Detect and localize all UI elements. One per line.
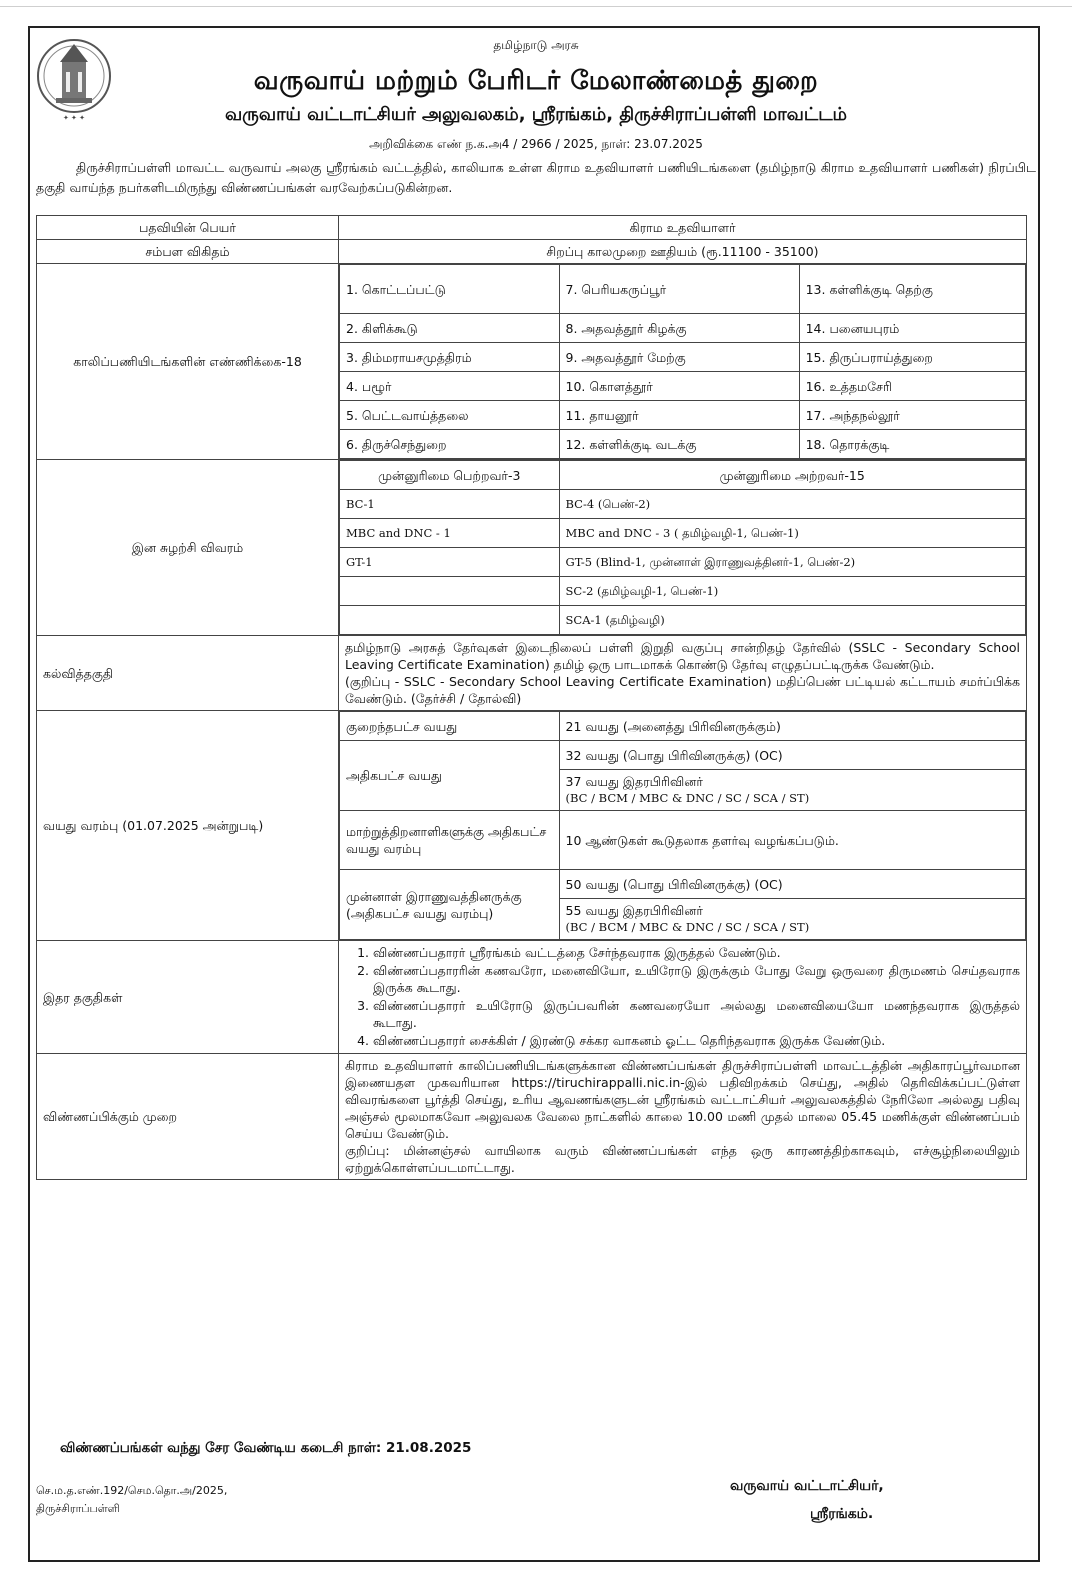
priority-cell: BC-1 — [340, 490, 560, 519]
village-item: 18. தொரக்குடி — [799, 430, 1025, 459]
signature-title: வருவாய் வட்டாட்சியர், — [730, 1478, 884, 1494]
svg-text:✦ ✦ ✦: ✦ ✦ ✦ — [62, 114, 86, 122]
other-qualifications-label: இதர தகுதிகள் — [37, 941, 339, 1054]
pay-label: சம்பள விகிதம் — [37, 240, 339, 264]
ex-servicemen-age-others — [559, 899, 1025, 940]
table-row — [37, 636, 1027, 711]
priority-cell: MBC and DNC - 1 — [340, 519, 560, 548]
top-rule — [0, 6, 1072, 7]
department-title: வருவாய் மற்றும் பேரிடர் மேலாண்மைத் துறை — [253, 66, 819, 96]
table-row — [340, 870, 1026, 899]
list-item: 4. விண்ணப்பதாரர் சைக்கிள் / இரண்டு சக்கர வாகனம் ஓட்ட தெரிந்தவராக இருக்க வேண்டும். — [373, 1032, 1020, 1049]
table-row — [340, 461, 1026, 490]
table-row — [340, 577, 1026, 606]
village-item: 3. திம்மராயசமுத்திரம் — [340, 343, 560, 372]
village-item: 13. கள்ளிக்குடி தெற்கு — [799, 265, 1025, 314]
village-item: 4. பழூர் — [340, 372, 560, 401]
priority-cell — [340, 606, 560, 635]
table-row — [37, 711, 1027, 941]
table-row — [340, 712, 1026, 741]
govt-name: தமிழ்நாடு அரசு — [493, 38, 579, 52]
signature-place: ஸ்ரீரங்கம். — [810, 1506, 874, 1522]
table-row — [340, 548, 1026, 577]
list-item: 2. விண்ணப்பதாரரின் கணவரோ, மனைவியோ, உயிரோடு இருக்கும் போது வேறு ஒருவரை திருமணம் செய்தவராக இருக்க கூடாது. — [373, 962, 1020, 996]
age-cell — [339, 711, 1027, 941]
apply-method-cell — [339, 1054, 1027, 1180]
priority-cell: GT-1 — [340, 548, 560, 577]
table-row — [340, 430, 1026, 459]
village-item: 10. கொளத்தூர் — [559, 372, 799, 401]
table-row — [37, 1054, 1027, 1180]
village-item: 9. அதவத்தூர் மேற்கு — [559, 343, 799, 372]
pay-value: சிறப்பு காலமுறை ஊதியம் (ரூ.11100 - 35100) — [339, 240, 1027, 264]
table-row — [340, 741, 1026, 770]
age-label: வயது வரம்பு (01.07.2025 அன்றுபடி) — [37, 711, 339, 941]
max-age-label: அதிகபட்ச வயது — [340, 741, 560, 811]
table-row — [340, 401, 1026, 430]
ex-servicemen-age-label: முன்னாள் இராணுவத்தினருக்கு (அதிகபட்ச வயது வரம்பு) — [340, 870, 560, 940]
priority-cell — [340, 577, 560, 606]
table-row — [340, 343, 1026, 372]
intro-paragraph: திருச்சிராப்பள்ளி மாவட்ட வருவாய் அலகு ஸ்ரீரங்கம் வட்டத்தில், காலியாக உள்ள கிராம உதவியாளர் பணியிடங்களை (தமிழ்நாடு கிராம உதவியாளர் பணிகள்) நிரப்பிட தகுதி வாய்ந்த நபர்களிடமிருந்து விண்ணப்பங்கள் வரவேற்கப்படுகின்றன. — [36, 160, 1036, 195]
village-item: 2. கிளிக்கூடு — [340, 314, 560, 343]
max-age-oc: 32 வயது (பொது பிரிவினருக்கு) (OC) — [559, 741, 1025, 770]
non-priority-cell: BC-4 (பெண்-2) — [559, 490, 1025, 519]
apply-method-label: விண்ணப்பிக்கும் முறை — [37, 1054, 339, 1180]
table-row — [340, 606, 1026, 635]
post-label: பதவியின் பெயர் — [37, 216, 339, 240]
office-title: வருவாய் வட்டாட்சியர் அலுவலகம், ஸ்ரீரங்கம், திருச்சிராப்பள்ளி மாவட்டம் — [224, 104, 848, 125]
list-item: 3. விண்ணப்பதாரர் உயிரோடு இருப்பவரின் கணவரையோ அல்லது மனைவியையோ மணந்தவராக இருத்தல் கூடாது. — [373, 997, 1020, 1031]
last-date: விண்ணப்பங்கள் வந்து சேர வேண்டிய கடைசி நாள்: 21.08.2025 — [60, 1440, 472, 1456]
village-item: 1. கொட்டப்பட்டு — [340, 265, 560, 314]
table-row — [37, 941, 1027, 1054]
village-item: 12. கள்ளிக்குடி வடக்கு — [559, 430, 799, 459]
table-row — [340, 265, 1026, 314]
table-row — [340, 490, 1026, 519]
village-item: 5. பெட்டவாய்த்தலை — [340, 401, 560, 430]
ex-servicemen-age-others-categories: (BC / BCM / MBC & DNC / SC / SCA / ST) — [565, 920, 810, 934]
reservation-cell — [339, 460, 1027, 636]
list-item: 1. விண்ணப்பதாரர் ஸ்ரீரங்கம் வட்டத்தை சேர்ந்தவராக இருத்தல் வேண்டும். — [373, 944, 1020, 961]
village-item: 8. அதவத்தூர் கிழக்கு — [559, 314, 799, 343]
vacancies-grid — [339, 264, 1026, 459]
notice-number: அறிவிக்கை எண் ந.க.அ4 / 2966 / 2025, நாள்: 23.07.2025 — [369, 137, 703, 151]
other-qualifications-list — [345, 944, 1020, 1049]
non-priority-header: முன்னுரிமை அற்றவர்-15 — [559, 461, 1025, 490]
post-value: கிராம உதவியாளர் — [339, 216, 1027, 240]
table-row — [340, 519, 1026, 548]
table-row — [37, 216, 1027, 240]
vacancies-cell — [339, 264, 1027, 460]
vacancies-label: காலிப்பணியிடங்களின் எண்ணிக்கை-18 — [37, 264, 339, 460]
reservation-grid — [339, 460, 1026, 635]
table-row — [37, 460, 1027, 636]
recruitment-table — [36, 215, 1027, 1180]
other-qualifications-cell — [339, 941, 1027, 1054]
non-priority-cell: GT-5 (Blind-1, முன்னாள் இராணுவத்தினர்-1, பெண்-2) — [559, 548, 1025, 577]
pwd-age-value: 10 ஆண்டுகள் கூடுதலாக தளர்வு வழங்கப்படும். — [559, 811, 1025, 870]
pwd-age-label: மாற்றுத்திறனாளிகளுக்கு அதிகபட்ச வயது வரம்பு — [340, 811, 560, 870]
min-age-label: குறைந்தபட்ச வயது — [340, 712, 560, 741]
village-item: 14. பனையபுரம் — [799, 314, 1025, 343]
apply-method-note: குறிப்பு: மின்னஞ்சல் வாயிலாக வரும் விண்ணப்பங்கள் எந்த ஒரு காரணத்திற்காகவும், எச்சூழ்நிலையிலும் ஏற்றுக்கொள்ளப்படமாட்டாது. — [345, 1143, 1020, 1175]
non-priority-cell: SCA-1 (தமிழ்வழி) — [559, 606, 1025, 635]
table-row — [340, 372, 1026, 401]
max-age-others-categories: (BC / BCM / MBC & DNC / SC / SCA / ST) — [565, 791, 810, 805]
reference-line: செ.ம.த.எண்.192/செம.தொ.அ/2025, — [36, 1484, 228, 1497]
table-row — [340, 314, 1026, 343]
reference-place: திருச்சிராப்பள்ளி — [36, 1502, 120, 1515]
max-age-others — [559, 770, 1025, 811]
apply-method-text: கிராம உதவியாளர் காலிப்பணியிடங்களுக்கான விண்ணப்பங்கள் திருச்சிராப்பள்ளி மாவட்டத்தின் அதிகாரப்பூர்வமான இணையதள முகவரியான https://tiruchirappalli.nic.in-இல் பதிவிறக்கம் செய்து, அதில் தெரிவிக்கப்பட்டுள்ள விவரங்களை பூர்த்தி செய்து, உரிய ஆவணங்களுடன் ஸ்ரீரங்கம் வட்டாட்சியர் அலுவலகத்தில் நேரிலோ அல்லது பதிவு அஞ்சல் மூலமாகவோ அலுவலக வேலை நாட்களில் காலை 10.00 மணி முதல் மாலை 05.45 மணிக்குள் விண்ணப்பம் செய்ய வேண்டும். — [345, 1058, 1020, 1141]
priority-header: முன்னுரிமை பெற்றவர்-3 — [340, 461, 560, 490]
education-text: தமிழ்நாடு அரசுத் தேர்வுகள் இடைநிலைப் பள்ளி இறுதி வகுப்பு சான்றிதழ் தேர்வில் (SSLC - Secondary School Leaving Certificate Examination) தமிழ் ஒரு பாடமாகக் கொண்டு தேர்வு எழுதப்பட்டிருக்க வேண்டும். — [345, 640, 1020, 672]
table-row — [340, 811, 1026, 870]
village-item: 11. தாயனூர் — [559, 401, 799, 430]
table-row — [37, 240, 1027, 264]
education-label: கல்வித்தகுதி — [37, 636, 339, 711]
village-item: 7. பெரியகருப்பூர் — [559, 265, 799, 314]
signature-block — [730, 1472, 884, 1528]
ex-servicemen-age-others-text: 55 வயது இதரபிரிவினர் — [565, 903, 703, 918]
reservation-label: இன சுழற்சி விவரம் — [37, 460, 339, 636]
education-note: (குறிப்பு - SSLC - Secondary School Leaving Certificate Examination) மதிப்பெண் பட்டியல் கட்டாயம் சமர்ப்பிக்க வேண்டும். (தேர்ச்சி / தோல்வி) — [345, 674, 1020, 706]
non-priority-cell: SC-2 (தமிழ்வழி-1, பெண்-1) — [559, 577, 1025, 606]
village-item: 6. திருச்செந்துறை — [340, 430, 560, 459]
village-item: 17. அந்தநல்லூர் — [799, 401, 1025, 430]
non-priority-cell: MBC and DNC - 3 ( தமிழ்வழி-1, பெண்-1) — [559, 519, 1025, 548]
age-grid — [339, 711, 1026, 940]
table-row — [37, 264, 1027, 460]
village-item: 15. திருப்பராய்த்துறை — [799, 343, 1025, 372]
ex-servicemen-age-oc: 50 வயது (பொது பிரிவினருக்கு) (OC) — [559, 870, 1025, 899]
reference-number — [36, 1482, 227, 1518]
education-cell — [339, 636, 1027, 711]
village-item: 16. உத்தமசேரி — [799, 372, 1025, 401]
max-age-others-text: 37 வயது இதரபிரிவினர் — [565, 774, 703, 789]
min-age-value: 21 வயது (அனைத்து பிரிவினருக்கும்) — [559, 712, 1025, 741]
